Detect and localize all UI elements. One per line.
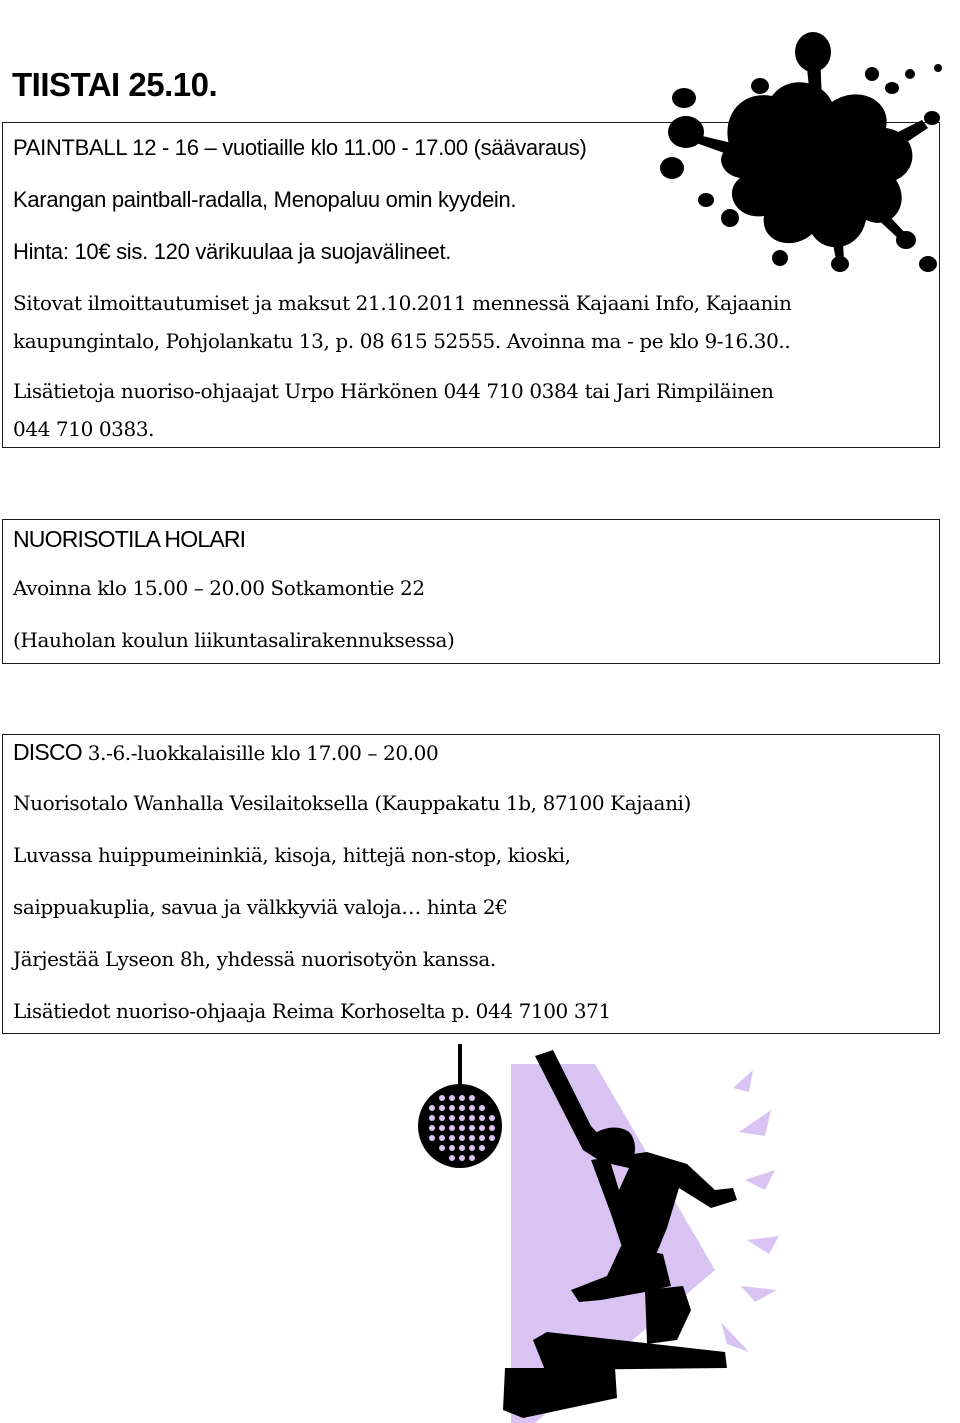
disco-organizer: Järjestää Lyseon 8h, yhdessä nuorisotyön kanssa. [13, 947, 496, 971]
paintball-registration: Sitovat ilmoittautumiset ja maksut 21.10.2011 mennessä Kajaani Info, Kajaanin [13, 291, 792, 315]
paint-splat-icon [660, 28, 950, 278]
disco-ball-tile [469, 1135, 475, 1141]
disco-ball-tile [429, 1105, 435, 1111]
disco-heading: DISCO [13, 739, 82, 765]
disco-contact: Lisätiedot nuoriso-ohjaaja Reima Korhoselta p. 044 7100 371 [13, 999, 611, 1023]
disco-ball-tile [439, 1135, 445, 1141]
disco-ball-tile [449, 1135, 455, 1141]
disco-venue: Nuorisotalo Wanhalla Vesilaitoksella (Kauppakatu 1b, 87100 Kajaani) [13, 791, 691, 815]
disco-ball-tile [459, 1115, 465, 1121]
disco-ball-tile [439, 1095, 445, 1101]
disco-ball-tile [479, 1145, 485, 1151]
disco-ball-tile [469, 1125, 475, 1131]
disco-ball-tile [459, 1145, 465, 1151]
disco-ball-tile [459, 1105, 465, 1111]
disco-ball-tile [479, 1125, 485, 1131]
disco-ball-tile [439, 1125, 445, 1131]
disco-ball-tile [449, 1105, 455, 1111]
disco-ball-tile [439, 1145, 445, 1151]
disco-program-price: saippuakuplia, savua ja välkkyviä valoja… hinta 2€ [13, 895, 508, 919]
disco-ball-tile [429, 1125, 435, 1131]
holari-location-note: (Hauholan koulun liikuntasalirakennuksessa) [13, 628, 455, 652]
disco-section [2, 734, 940, 1034]
disco-ball-tile [449, 1095, 455, 1101]
paintball-contact: Lisätietoja nuoriso-ohjaajat Urpo Härkönen 044 710 0384 tai Jari Rimpiläinen [13, 379, 774, 403]
disco-dancer-icon [415, 1040, 795, 1423]
disco-heading-line [13, 739, 438, 766]
disco-ball-tile [459, 1095, 465, 1101]
disco-ball-tile [479, 1135, 485, 1141]
paintball-contact-phone: 044 710 0383. [13, 417, 155, 441]
disco-ball-tile [469, 1115, 475, 1121]
disco-ball-tile [449, 1155, 455, 1161]
page-title: TIISTAI 25.10. [12, 66, 218, 103]
holari-hours: Avoinna klo 15.00 – 20.00 Sotkamontie 22 [13, 576, 425, 600]
paintball-registration-address: kaupungintalo, Pohjolankatu 13, p. 08 615 52555. Avoinna ma - pe klo 9-16.30.. [13, 329, 791, 353]
disco-ball-tile [449, 1125, 455, 1131]
disco-ball-tile [449, 1145, 455, 1151]
disco-program: Luvassa huippumeininkiä, kisoja, hittejä non-stop, kioski, [13, 843, 571, 867]
disco-ball-tile [459, 1125, 465, 1131]
disco-ball-tile [439, 1105, 445, 1111]
disco-ball-tile [469, 1155, 475, 1161]
disco-ball-tile [459, 1135, 465, 1141]
disco-ball-tile [469, 1105, 475, 1111]
disco-ball-tile [479, 1115, 485, 1121]
disco-ball-tile [429, 1135, 435, 1141]
paintball-headline: PAINTBALL 12 - 16 – vuotiaille klo 11.00 - 17.00 (säävaraus) [13, 135, 587, 160]
disco-ball-tile [439, 1115, 445, 1121]
disco-ball-tile [429, 1115, 435, 1121]
disco-heading-details: 3.-6.-luokkalaisille klo 17.00 – 20.00 [81, 741, 439, 765]
paintball-price: Hinta: 10€ sis. 120 värikuulaa ja suojavälineet. [13, 239, 452, 264]
holari-heading: NUORISOTILA HOLARI [13, 526, 246, 552]
holari-section [2, 519, 940, 664]
disco-ball-tile [449, 1115, 455, 1121]
disco-ball-tile [489, 1135, 495, 1141]
disco-ball-tile [489, 1125, 495, 1131]
disco-ball-tile [469, 1145, 475, 1151]
disco-ball-tile [479, 1105, 485, 1111]
disco-ball-tile [489, 1115, 495, 1121]
disco-ball-tile [469, 1095, 475, 1101]
disco-ball-tile [459, 1155, 465, 1161]
paintball-location: Karangan paintball-radalla, Menopaluu omin kyydein. [13, 187, 517, 212]
